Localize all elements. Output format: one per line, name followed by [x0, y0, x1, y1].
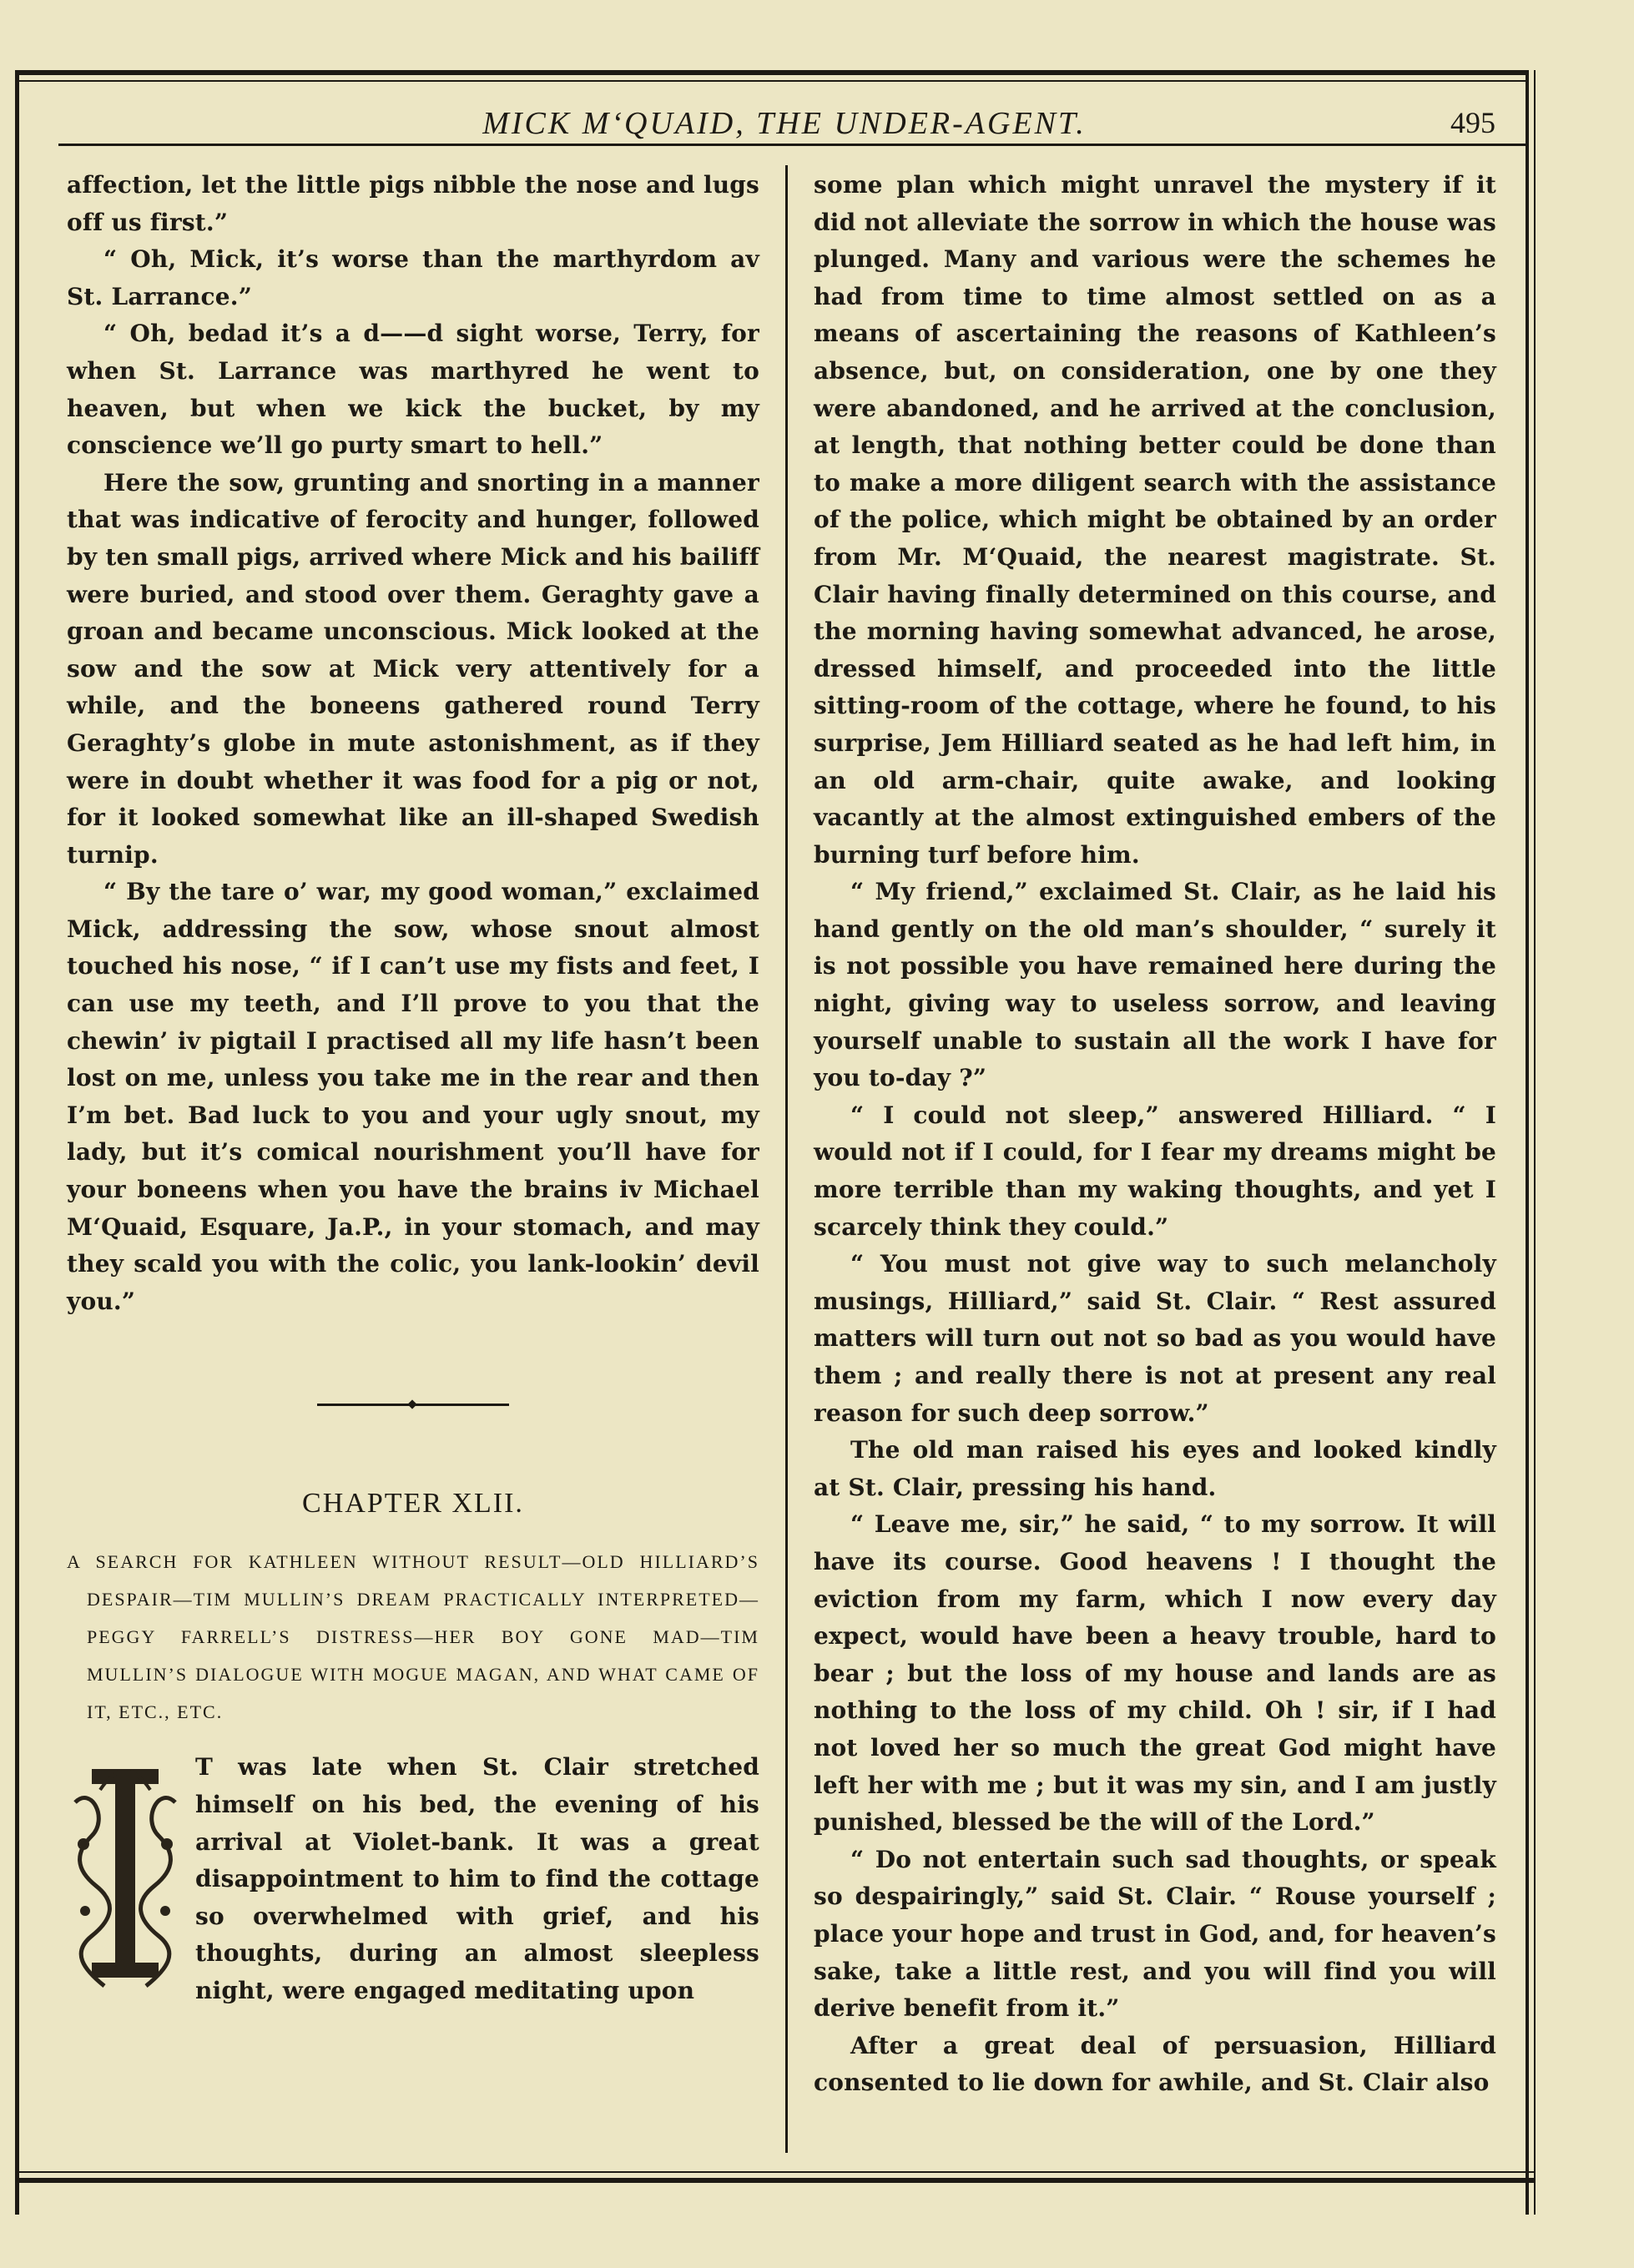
frame-rule-left: [15, 70, 19, 2215]
paragraph: After a great deal of persuasion, Hilliard consented to lie down for awhile, and St. Clair also: [814, 2031, 1496, 2097]
chapter-title: CHAPTER XLII.: [302, 1488, 524, 1520]
chapter-summary-text: A SEARCH FOR KATHLEEN WITHOUT RESULT—OLD HILLIARD’S DESPAIR—TIM MULLIN’S DREAM PRACTICALLY INTERPRETED—PEGGY FARRELL’S DISTRESS—HER BOY GONE MAD—TIM MULLIN’S DIALOGUE WITH MOGUE MAGAN, AND WHAT CAME OF IT, ETC., ETC.: [67, 1551, 759, 1723]
paragraph: “ By the tare o’ war, my good woman,” exclaimed Mick, addressing the sow, whose snout almost touched his nose, “ if I can’t use my fists and feet, I can use my teeth, and I’ll prove to you that the chewin’ iv pigtail I practised all my life hasn’t been lost on me, unless you take me in the rear and then I’m bet. Bad luck to you and your ugly snout, my lady, but it’s comical nourishment you’ll have for your boneens when you have the brains iv Michael M‘Quaid, Esquare, Ja.P., in your stomach, and may they scald you with the colic, you lank-lookin’ devil you.”: [67, 878, 759, 1315]
paragraph: “ Do not entertain such sad thoughts, or speak so despairingly,” said St. Clair. “ Rouse yourself ; place your hope and trust in God, and, for heaven’s sake, take a little rest, and you will find you will derive benefit from it.”: [814, 1845, 1496, 2023]
page-header: [50, 98, 1519, 142]
paragraph: “ Leave me, sir,” he said, “ to my sorrow. It will have its course. Good heavens ! I thought the eviction from my farm, which I now every day expect, would have been a heavy trouble, hard to bear ; but the loss of my house and lands are as nothing to the loss of my child. Oh ! sir, if I had not loved her so much the great God might have left her with me ; but it was my sin, and I am justly punished, blessed be the will of the Lord.”: [814, 1510, 1496, 1837]
paragraph: Here the sow, grunting and snorting in a manner that was indicative of ferocity and hunger, followed by ten small pigs, arrived where Mick and his bailiff were buried, and stood over them. Geraghty gave a groan and became unconscious. Mick looked at the sow and the sow at Mick very attentively for a while, and the boneens gathered round Terry Geraghty’s globe in mute astonishment, as if they were in doubt whether it was food for a pig or not, for it looked somewhat like an ill-shaped Swedish turnip.: [67, 468, 759, 869]
header-rule: [58, 144, 1527, 146]
chapter-summary: [67, 1543, 759, 1731]
right-column: [814, 167, 1496, 2102]
frame-rule-right-thin: [1534, 70, 1536, 2215]
paragraph: “ You must not give way to such melancholy musings, Hilliard,” said St. Clair. “ Rest assured matters will turn out not so bad as you would have them ; and really there is not at present any real reason for such deep sorrow.”: [814, 1250, 1496, 1427]
column-divider: [785, 165, 788, 2153]
paragraph: some plan which might unravel the mystery if it did not alleviate the sorrow in which the house was plunged. Many and various were the schemes he had from time to time almost settled on as a means of ascertaining the reasons of Kathleen’s absence, but, on consideration, one by one they were abandoned, and he arrived at the conclusion, at length, that nothing better could be done than to make a more diligent search with the assistance of the police, which might be obtained by an order from Mr. M‘Quaid, the nearest magistrate. St. Clair having finally determined on this course, and the morning having somewhat advanced, he arose, dressed himself, and proceeded into the little sitting-room of the cottage, where he found, to his surprise, Jem Hilliard seated as he had left him, in an old arm-chair, quite awake, and looking vacantly at the almost extinguished embers of the burning turf before him.: [814, 171, 1496, 869]
page-number: 495: [1450, 106, 1495, 139]
frame-rule-top: [15, 70, 1526, 75]
ornamental-initial-icon: [67, 1752, 184, 2003]
paragraph: The old man raised his eyes and looked kindly at St. Clair, pressing his hand.: [814, 1436, 1496, 1501]
left-column: [67, 167, 759, 2010]
frame-rule-right: [1526, 70, 1529, 2215]
paragraph: “ Oh, Mick, it’s worse than the marthyrdom av St. Larrance.”: [67, 245, 759, 310]
paragraph: affection, let the little pigs nibble the nose and lugs off us first.”: [67, 171, 759, 236]
frame-rule-bottom-thin: [15, 2171, 1536, 2173]
frame-rule-top-thin: [15, 80, 1526, 82]
running-title: MICK M‘QUAID, THE UNDER-AGENT.: [482, 106, 1087, 141]
section-ornament-rule: [317, 1404, 509, 1406]
opening-paragraph: T was late when St. Clair stretched himself on his bed, the evening of his arrival at Violet-bank. It was a great disappointment to him to find the cottage so overwhelmed with grief, and his thoughts, during an almost sleepless night, were engaged meditating upon: [195, 1753, 759, 2004]
chapter-opening: [67, 1749, 759, 2009]
paragraph: “ Oh, bedad it’s a d——d sight worse, Terry, for when St. Larrance was marthyred he went to heaven, but when we kick the bucket, by my conscience we’ll go purty smart to hell.”: [67, 320, 759, 460]
frame-rule-bottom: [15, 2178, 1536, 2183]
paragraph: “ I could not sleep,” answered Hilliard. “ I would not if I could, for I fear my dreams might be more terrible than my waking thoughts, and yet I scarcely think they could.”: [814, 1101, 1496, 1241]
paragraph: “ My friend,” exclaimed St. Clair, as he laid his hand gently on the old man’s shoulder, “ surely it is not possible you have remained here during the night, giving way to useless sorrow, and leaving yourself unable to sustain all the work I have for you to-day ?”: [814, 878, 1496, 1092]
